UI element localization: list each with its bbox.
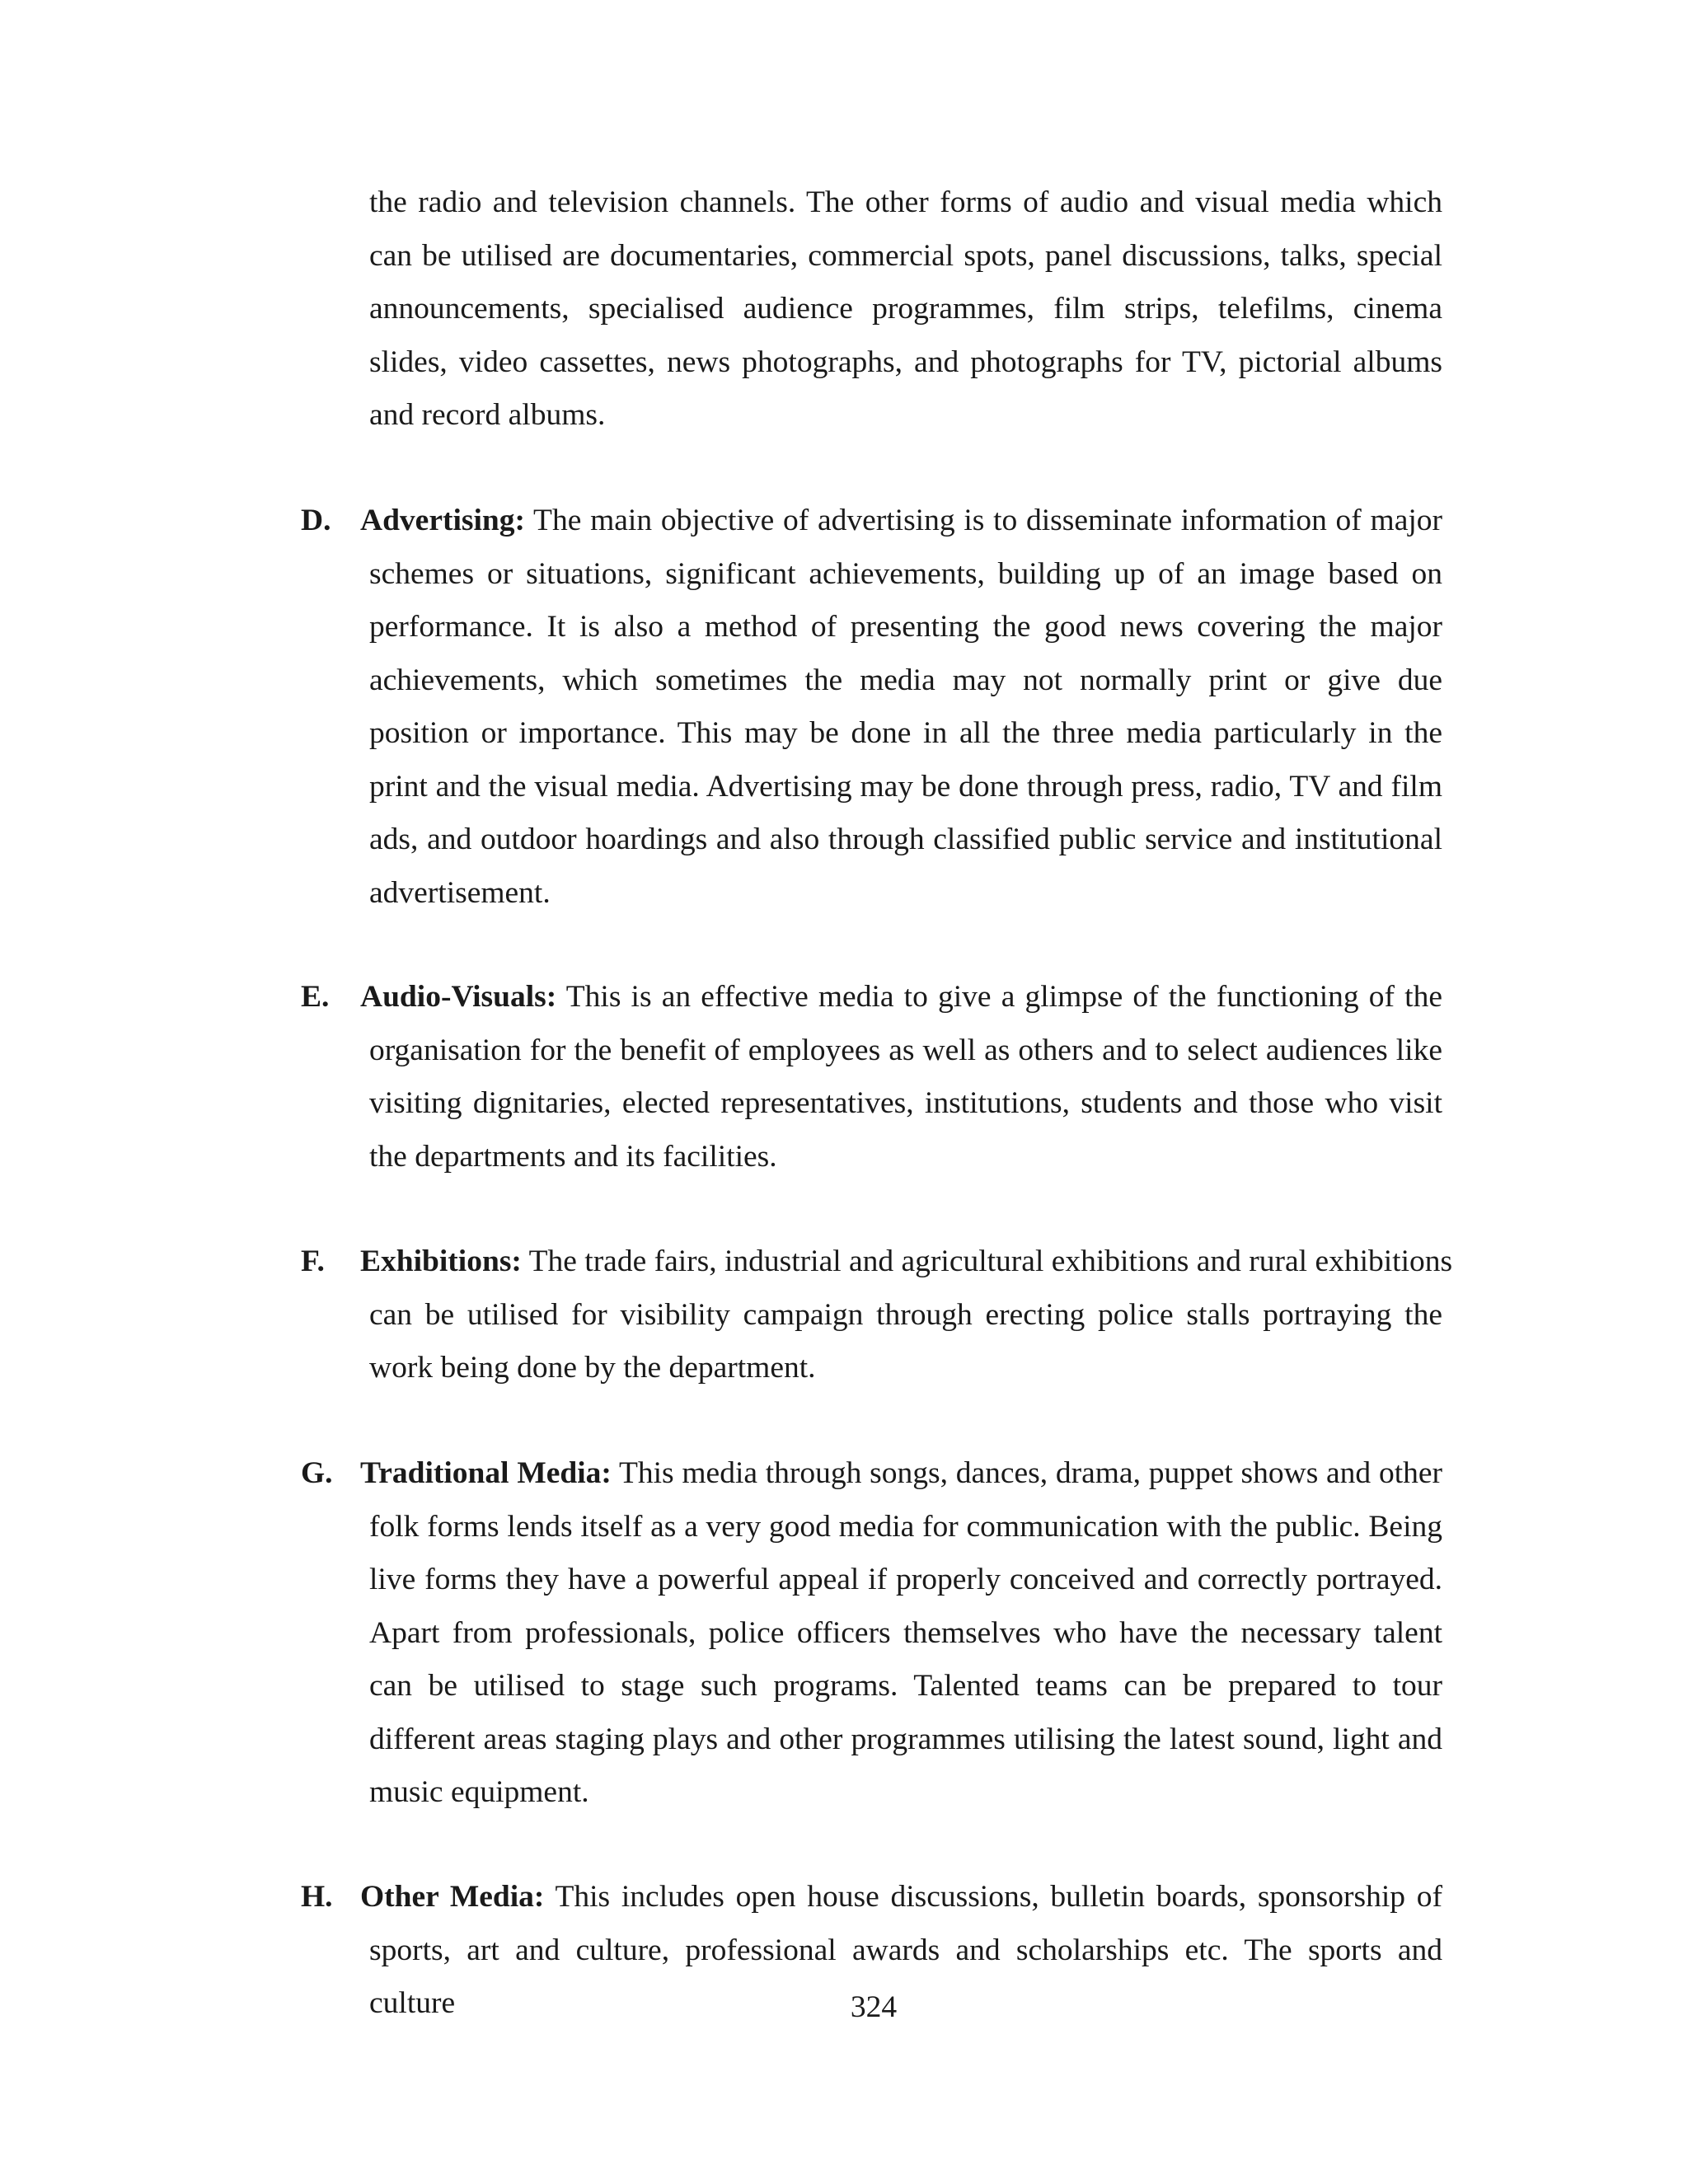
section-audio-visuals [301,971,1442,1183]
section-heading: Audio-Visuals: [360,980,557,1014]
section-heading: Advertising: [360,504,525,537]
section-advertising-first-line [301,494,1442,548]
section-traditional-media [301,1447,1442,1820]
section-heading: Other Media: [360,1880,545,1914]
section-first-line-text: The main objective of advertising is to disseminate information of major [525,504,1442,537]
section-exhibitions [301,1235,1453,1395]
section-first-line-text: This includes open house discussions, bulletin boards, sponsorship of [544,1880,1442,1914]
section-marker: H. [301,1880,333,1914]
section-heading: Exhibitions: [360,1244,522,1278]
section-marker: G. [301,1456,333,1490]
section-marker: D. [301,504,331,537]
section-first-line-text: This media through songs, dances, drama, puppet shows and other [611,1456,1442,1490]
section-heading: Traditional Media: [360,1456,612,1490]
section-exhibitions-first-line [301,1235,1453,1289]
section-other-media-first-line [301,1871,1442,1924]
section-traditional-media-first-line [301,1447,1442,1501]
section-audio-visuals-body: organisation for the benefit of employees as well as others and to select audiences like visiting dignitaries, elected representatives, institutions, students and those who visit the departments and its facilities. [369,1033,1442,1174]
section-exhibitions-body: can be utilised for visibility campaign through erecting police stalls portraying the work being done by the department. [369,1297,1442,1385]
section-first-line-text: The trade fairs, industrial and agricultural exhibitions and rural exhibitions [521,1244,1453,1278]
page-number: 324 [850,1990,898,2024]
section-advertising-body: schemes or situations, significant achievements, building up of an image based on performance. It is also a method of presenting the good news covering the major achievements, which sometimes the media may not normally print or give due position or importance. This may be done in all the three media particularly in the print and the visual media. Advertising may be done through press, radio, TV and film ads, and outdoor hoardings and also through classified public service and institutional advertisement. [369,556,1442,910]
section-audio-visuals-first-line [301,971,1442,1024]
section-marker: F. [301,1244,325,1278]
section-other-media-body: sports, art and culture, professional awards and scholarships etc. The sports and culture [369,1933,1442,2020]
section-advertising [301,494,1442,920]
section-first-line-text: This is an effective media to give a glimpse of the functioning of the [556,980,1442,1014]
section-marker: E. [301,980,330,1014]
intro-paragraph: the radio and television channels. The other forms of audio and visual media which can be utilised are documentaries, commercial spots, panel discussions, talks, special announcements, specialised audience programmes, film strips, telefilms, cinema slides, video cassettes, news photographs, and photographs for TV, pictorial albums and record albums. [369,185,1442,432]
section-traditional-media-body: folk forms lends itself as a very good media for communication with the public. Being live forms they have a powerful appeal if properly conceived and correctly portrayed. Apart from professionals, police officers themselves who have the necessary talent can be utilised to stage such programs. Talented teams can be prepared to tour different areas staging plays and other programmes utilising the latest sound, light and music equipment. [369,1509,1442,1809]
